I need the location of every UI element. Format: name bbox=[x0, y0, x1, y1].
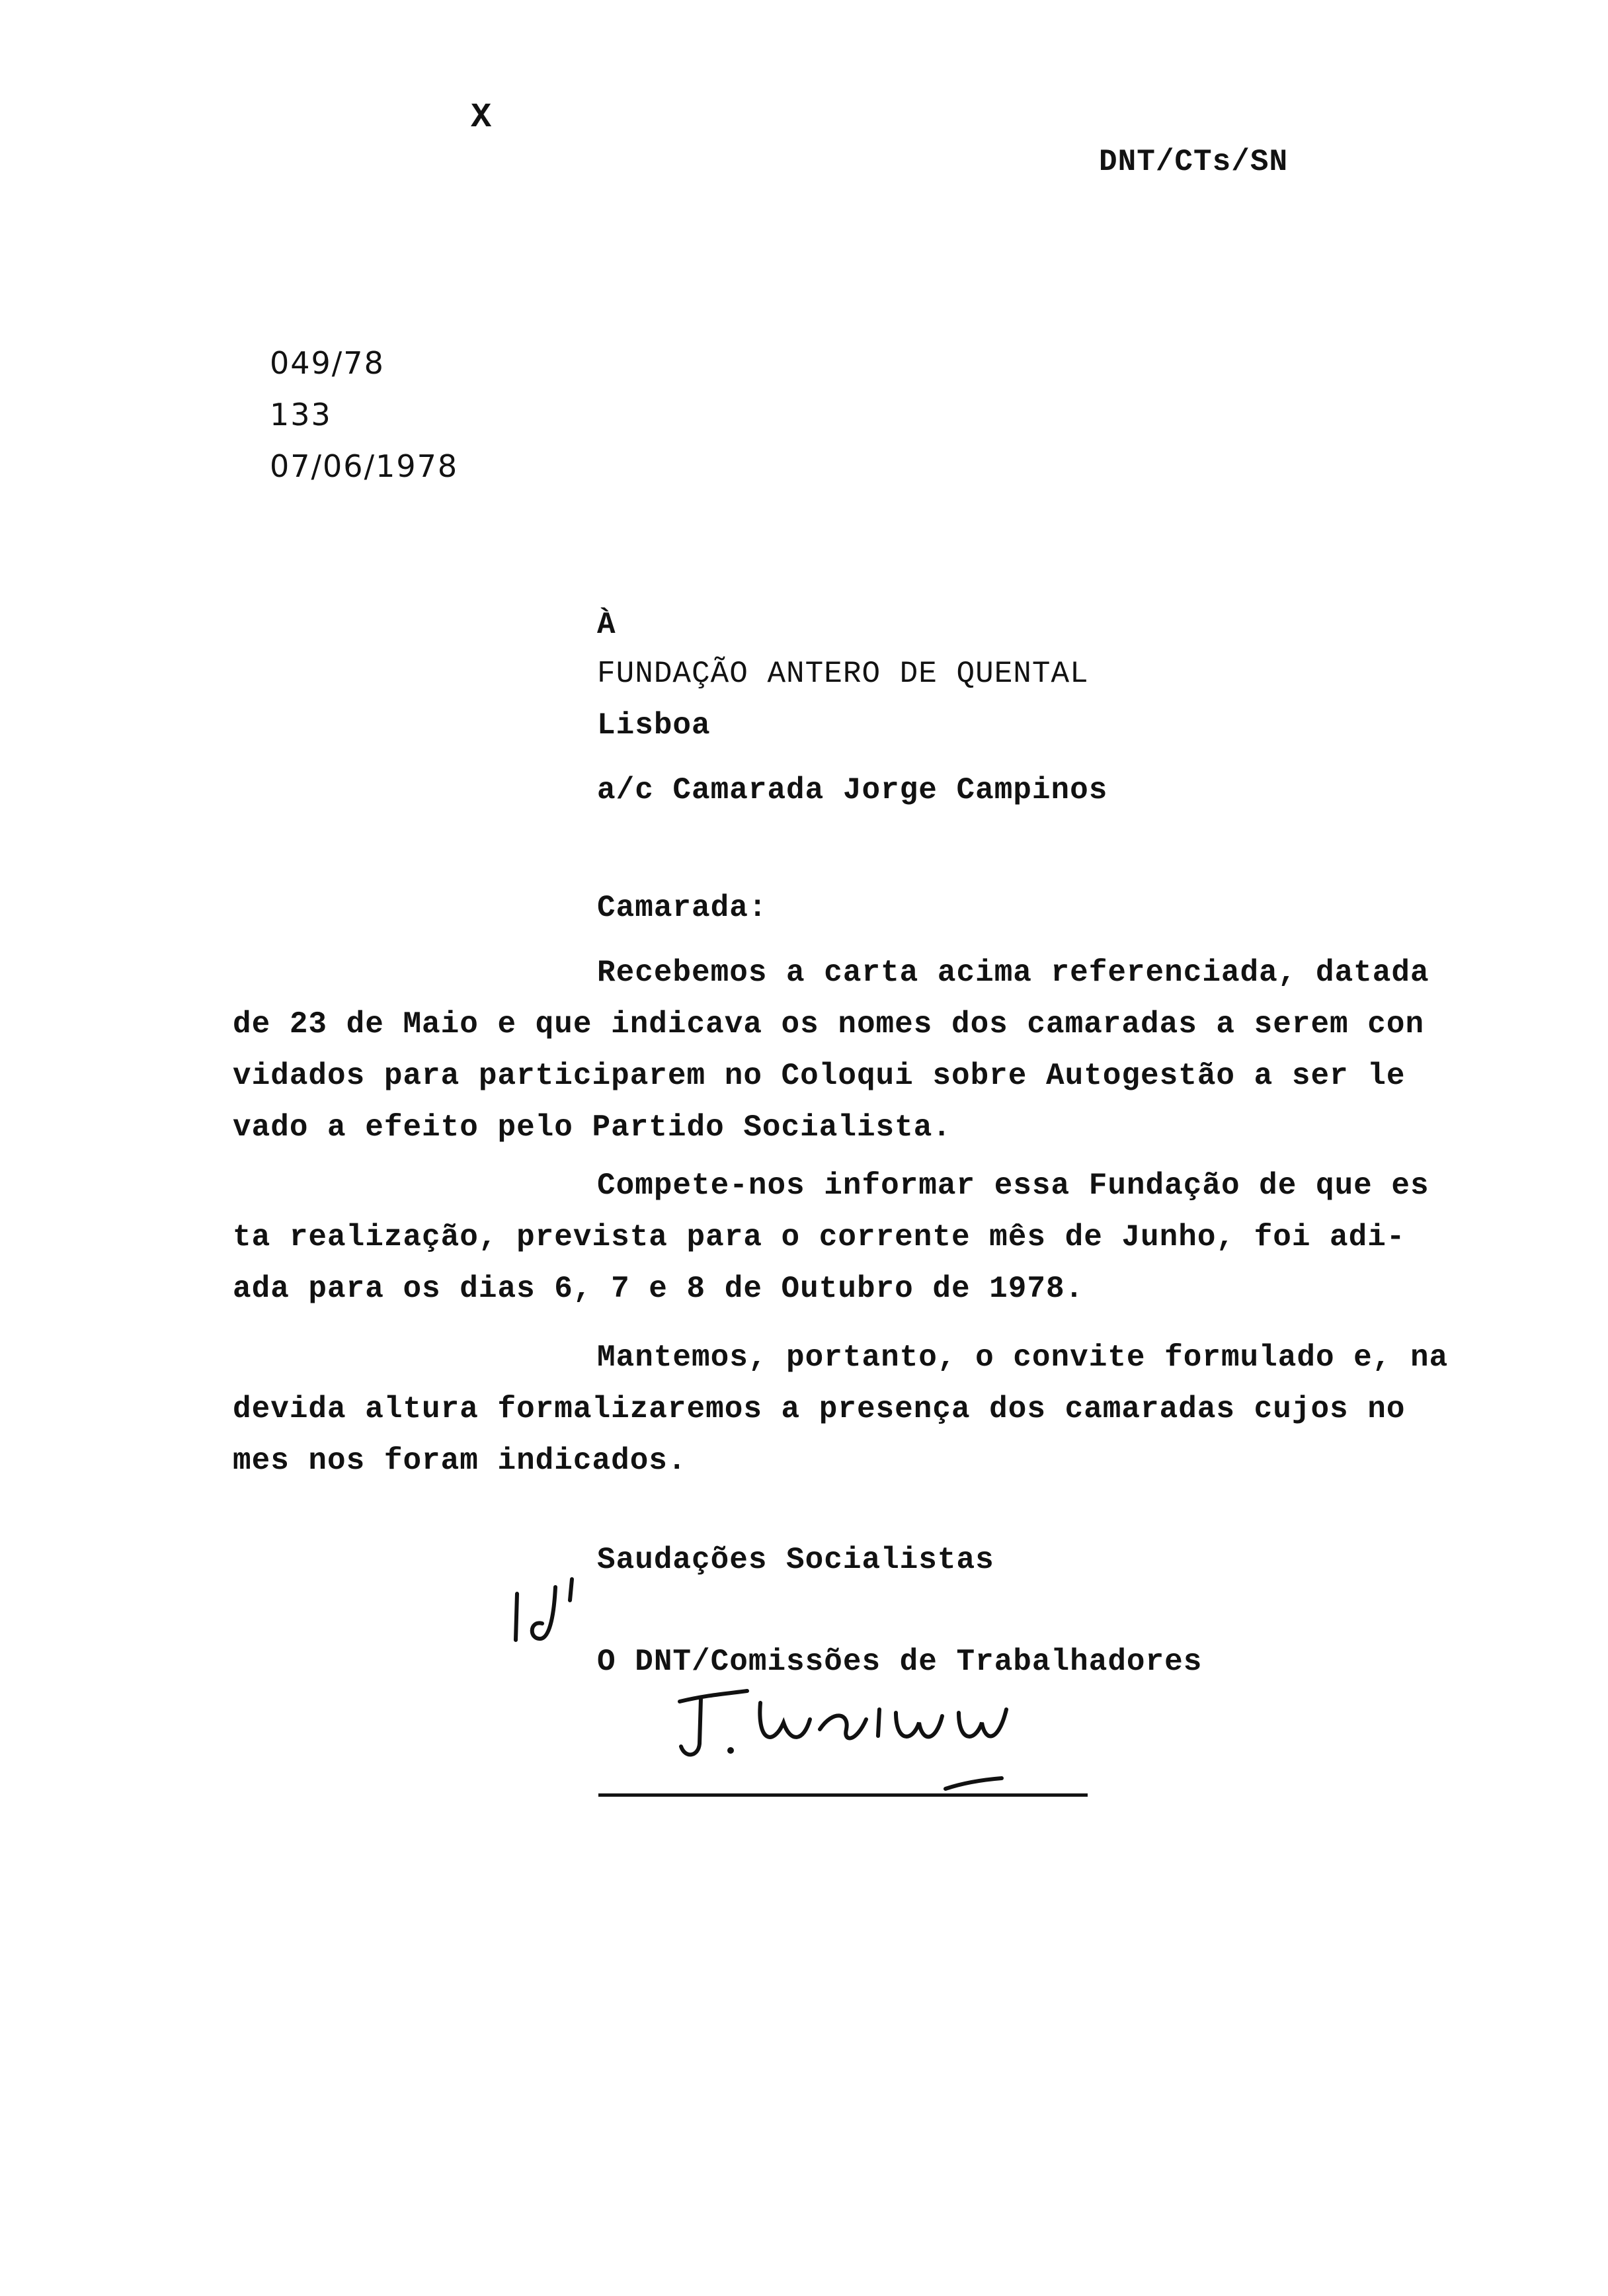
address-prefix: À bbox=[597, 608, 616, 642]
paragraph-3-line-2: devida altura formalizaremos a presença dos camaradas cujos no bbox=[233, 1392, 1406, 1426]
address-organization: FUNDAÇÃO ANTERO DE QUENTAL bbox=[597, 657, 1089, 691]
paragraph-2-line-3: ada para os dias 6, 7 e 8 de Outubro de 1978. bbox=[233, 1272, 1084, 1306]
paragraph-3-line-3: mes nos foram indicados. bbox=[233, 1444, 687, 1478]
reference-number: 049/78 bbox=[270, 345, 385, 381]
header-reference-code: DNT/CTs/SN bbox=[1099, 145, 1289, 179]
handwritten-initials bbox=[509, 1574, 602, 1647]
paragraph-1-line-3: vidados para participarem no Coloqui sobre Autogestão a ser le bbox=[233, 1059, 1406, 1093]
handwritten-signature bbox=[668, 1683, 1078, 1795]
paragraph-1-line-2: de 23 de Maio e que indicava os nomes dos camaradas a serem con bbox=[233, 1007, 1425, 1042]
paragraph-2-line-1: Compete-nos informar essa Fundação de que es bbox=[597, 1168, 1429, 1203]
address-attention: a/c Camarada Jorge Campinos bbox=[597, 773, 1108, 807]
paragraph-3-line-1: Mantemos, portanto, o convite formulado e, na bbox=[597, 1340, 1449, 1375]
closing-signatory: O DNT/Comissões de Trabalhadores bbox=[597, 1645, 1203, 1679]
header-mark: X bbox=[471, 98, 493, 137]
paragraph-2-line-2: ta realização, prevista para o corrente mês de Junho, foi adi- bbox=[233, 1220, 1406, 1254]
paragraph-1-line-4: vado a efeito pelo Partido Socialista. bbox=[233, 1110, 951, 1145]
address-city: Lisboa bbox=[597, 708, 711, 743]
reference-code: 133 bbox=[270, 397, 332, 432]
closing-greeting: Saudações Socialistas bbox=[597, 1543, 994, 1577]
paragraph-1-line-1: Recebemos a carta acima referenciada, datada bbox=[597, 956, 1429, 990]
salutation: Camarada: bbox=[597, 891, 768, 925]
reference-date: 07/06/1978 bbox=[270, 448, 459, 484]
signature-line bbox=[598, 1793, 1088, 1797]
